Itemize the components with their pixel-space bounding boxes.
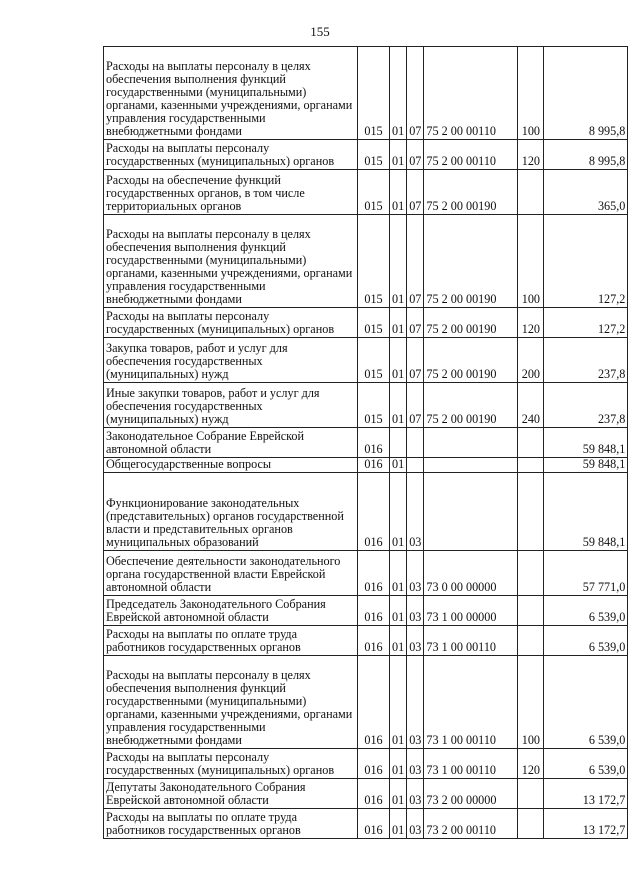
expense-type-code [518, 170, 544, 215]
amount: 13 172,7 [544, 779, 628, 809]
subsection-code: 07 [407, 215, 424, 308]
amount: 59 848,1 [544, 473, 628, 551]
subsection-code: 03 [407, 809, 424, 839]
ministry-code: 016 [358, 626, 390, 656]
subsection-code: 03 [407, 596, 424, 626]
page-number: 155 [310, 24, 330, 39]
table-row [104, 215, 628, 308]
target-article-code: 73 2 00 00000 [424, 779, 518, 809]
subsection-code: 07 [407, 47, 424, 140]
amount: 57 771,0 [544, 551, 628, 596]
expense-type-code [518, 428, 544, 458]
subsection-code: 07 [407, 308, 424, 338]
expense-type-code [518, 596, 544, 626]
ministry-code: 016 [358, 596, 390, 626]
expense-name: Депутаты Законодательного Собрания Еврейской автономной области [104, 779, 358, 809]
ministry-code: 015 [358, 215, 390, 308]
section-code: 01 [390, 308, 407, 338]
target-article-code: 75 2 00 00110 [424, 47, 518, 140]
expense-name: Расходы на выплаты персоналу в целях обеспечения выполнения функций государственными (муниципальными) органами, казенными учреждениями, органами управления государственными внебюджетными фондами [104, 215, 358, 308]
section-code: 01 [390, 47, 407, 140]
section-code: 01 [390, 626, 407, 656]
expense-type-code: 240 [518, 383, 544, 428]
target-article-code: 73 1 00 00110 [424, 749, 518, 779]
amount: 8 995,8 [544, 140, 628, 170]
amount: 6 539,0 [544, 656, 628, 749]
table-row [104, 140, 628, 170]
section-code: 01 [390, 338, 407, 383]
ministry-code: 015 [358, 170, 390, 215]
table-row [104, 656, 628, 749]
expense-name: Законодательное Собрание Еврейской автономной области [104, 428, 358, 458]
ministry-code: 016 [358, 473, 390, 551]
ministry-code: 016 [358, 749, 390, 779]
section-code: 01 [390, 809, 407, 839]
expense-type-code: 120 [518, 140, 544, 170]
amount: 6 539,0 [544, 749, 628, 779]
amount: 59 848,1 [544, 428, 628, 458]
amount: 237,8 [544, 383, 628, 428]
target-article-code: 73 1 00 00110 [424, 656, 518, 749]
expense-name: Председатель Законодательного Собрания Еврейской автономной области [104, 596, 358, 626]
target-article-code: 75 2 00 00190 [424, 338, 518, 383]
expense-type-code: 120 [518, 308, 544, 338]
section-code: 01 [390, 140, 407, 170]
target-article-code: 75 2 00 00190 [424, 308, 518, 338]
table-row [104, 170, 628, 215]
amount: 365,0 [544, 170, 628, 215]
target-article-code: 73 1 00 00110 [424, 626, 518, 656]
subsection-code [407, 458, 424, 473]
amount: 127,2 [544, 215, 628, 308]
ministry-code: 016 [358, 656, 390, 749]
amount: 59 848,1 [544, 458, 628, 473]
section-code: 01 [390, 170, 407, 215]
table-row [104, 338, 628, 383]
table-row [104, 626, 628, 656]
expense-name: Расходы на выплаты персоналу государственных (муниципальных) органов [104, 140, 358, 170]
section-code: 01 [390, 596, 407, 626]
target-article-code [424, 458, 518, 473]
section-code: 01 [390, 383, 407, 428]
subsection-code: 07 [407, 338, 424, 383]
expense-name: Функционирование законодательных (представительных) органов государственной власти и представительных органов муниципальных образований [104, 473, 358, 551]
subsection-code: 03 [407, 749, 424, 779]
table-row [104, 458, 628, 473]
expense-name: Расходы на выплаты персоналу в целях обеспечения выполнения функций государственными (муниципальными) органами, казенными учреждениями, органами управления государственными внебюджетными фондами [104, 47, 358, 140]
ministry-code: 015 [358, 383, 390, 428]
expense-name: Расходы на выплаты по оплате труда работников государственных органов [104, 809, 358, 839]
expense-type-code: 100 [518, 656, 544, 749]
section-code: 01 [390, 656, 407, 749]
budget-table [103, 46, 628, 839]
table-row [104, 749, 628, 779]
section-code: 01 [390, 458, 407, 473]
ministry-code: 015 [358, 47, 390, 140]
table-row [104, 551, 628, 596]
target-article-code: 75 2 00 00190 [424, 383, 518, 428]
table-row [104, 383, 628, 428]
ministry-code: 016 [358, 551, 390, 596]
section-code: 01 [390, 473, 407, 551]
ministry-code: 015 [358, 338, 390, 383]
expense-type-code: 200 [518, 338, 544, 383]
expense-type-code [518, 626, 544, 656]
target-article-code: 73 0 00 00000 [424, 551, 518, 596]
ministry-code: 016 [358, 458, 390, 473]
amount: 127,2 [544, 308, 628, 338]
expense-name: Расходы на выплаты персоналу государственных (муниципальных) органов [104, 308, 358, 338]
expense-type-code: 100 [518, 215, 544, 308]
table-row [104, 308, 628, 338]
subsection-code: 03 [407, 779, 424, 809]
subsection-code: 07 [407, 170, 424, 215]
ministry-code: 016 [358, 428, 390, 458]
subsection-code: 03 [407, 473, 424, 551]
section-code: 01 [390, 749, 407, 779]
expense-name: Закупка товаров, работ и услуг для обеспечения государственных (муниципальных) нужд [104, 338, 358, 383]
table-row [104, 428, 628, 458]
target-article-code [424, 428, 518, 458]
expense-name: Иные закупки товаров, работ и услуг для обеспечения государственных (муниципальных) нужд [104, 383, 358, 428]
expense-name: Расходы на обеспечение функций государственных органов, в том числе территориальных органов [104, 170, 358, 215]
target-article-code [424, 473, 518, 551]
expense-name: Расходы на выплаты персоналу государственных (муниципальных) органов [104, 749, 358, 779]
amount: 6 539,0 [544, 596, 628, 626]
target-article-code: 75 2 00 00110 [424, 140, 518, 170]
table-row [104, 473, 628, 551]
ministry-code: 015 [358, 308, 390, 338]
ministry-code: 015 [358, 140, 390, 170]
subsection-code [407, 428, 424, 458]
amount: 8 995,8 [544, 47, 628, 140]
expense-type-code [518, 551, 544, 596]
expense-name: Расходы на выплаты персоналу в целях обеспечения выполнения функций государственными (муниципальными) органами, казенными учреждениями, органами управления государственными внебюджетными фондами [104, 656, 358, 749]
section-code [390, 428, 407, 458]
target-article-code: 73 1 00 00000 [424, 596, 518, 626]
section-code: 01 [390, 779, 407, 809]
expense-type-code: 120 [518, 749, 544, 779]
expense-name: Обеспечение деятельности законодательного органа государственной власти Еврейской автономной области [104, 551, 358, 596]
amount: 237,8 [544, 338, 628, 383]
expense-type-code [518, 473, 544, 551]
subsection-code: 07 [407, 140, 424, 170]
subsection-code: 07 [407, 383, 424, 428]
target-article-code: 73 2 00 00110 [424, 809, 518, 839]
subsection-code: 03 [407, 626, 424, 656]
expense-type-code [518, 458, 544, 473]
amount: 6 539,0 [544, 626, 628, 656]
expense-type-code [518, 779, 544, 809]
table-row [104, 809, 628, 839]
expense-name: Расходы на выплаты по оплате труда работников государственных органов [104, 626, 358, 656]
target-article-code: 75 2 00 00190 [424, 215, 518, 308]
target-article-code: 75 2 00 00190 [424, 170, 518, 215]
ministry-code: 016 [358, 779, 390, 809]
table-row [104, 47, 628, 140]
table-row [104, 596, 628, 626]
expense-type-code: 100 [518, 47, 544, 140]
subsection-code: 03 [407, 656, 424, 749]
amount: 13 172,7 [544, 809, 628, 839]
ministry-code: 016 [358, 809, 390, 839]
expense-type-code [518, 809, 544, 839]
section-code: 01 [390, 215, 407, 308]
subsection-code: 03 [407, 551, 424, 596]
expense-name: Общегосударственные вопросы [104, 458, 358, 473]
table-row [104, 779, 628, 809]
section-code: 01 [390, 551, 407, 596]
